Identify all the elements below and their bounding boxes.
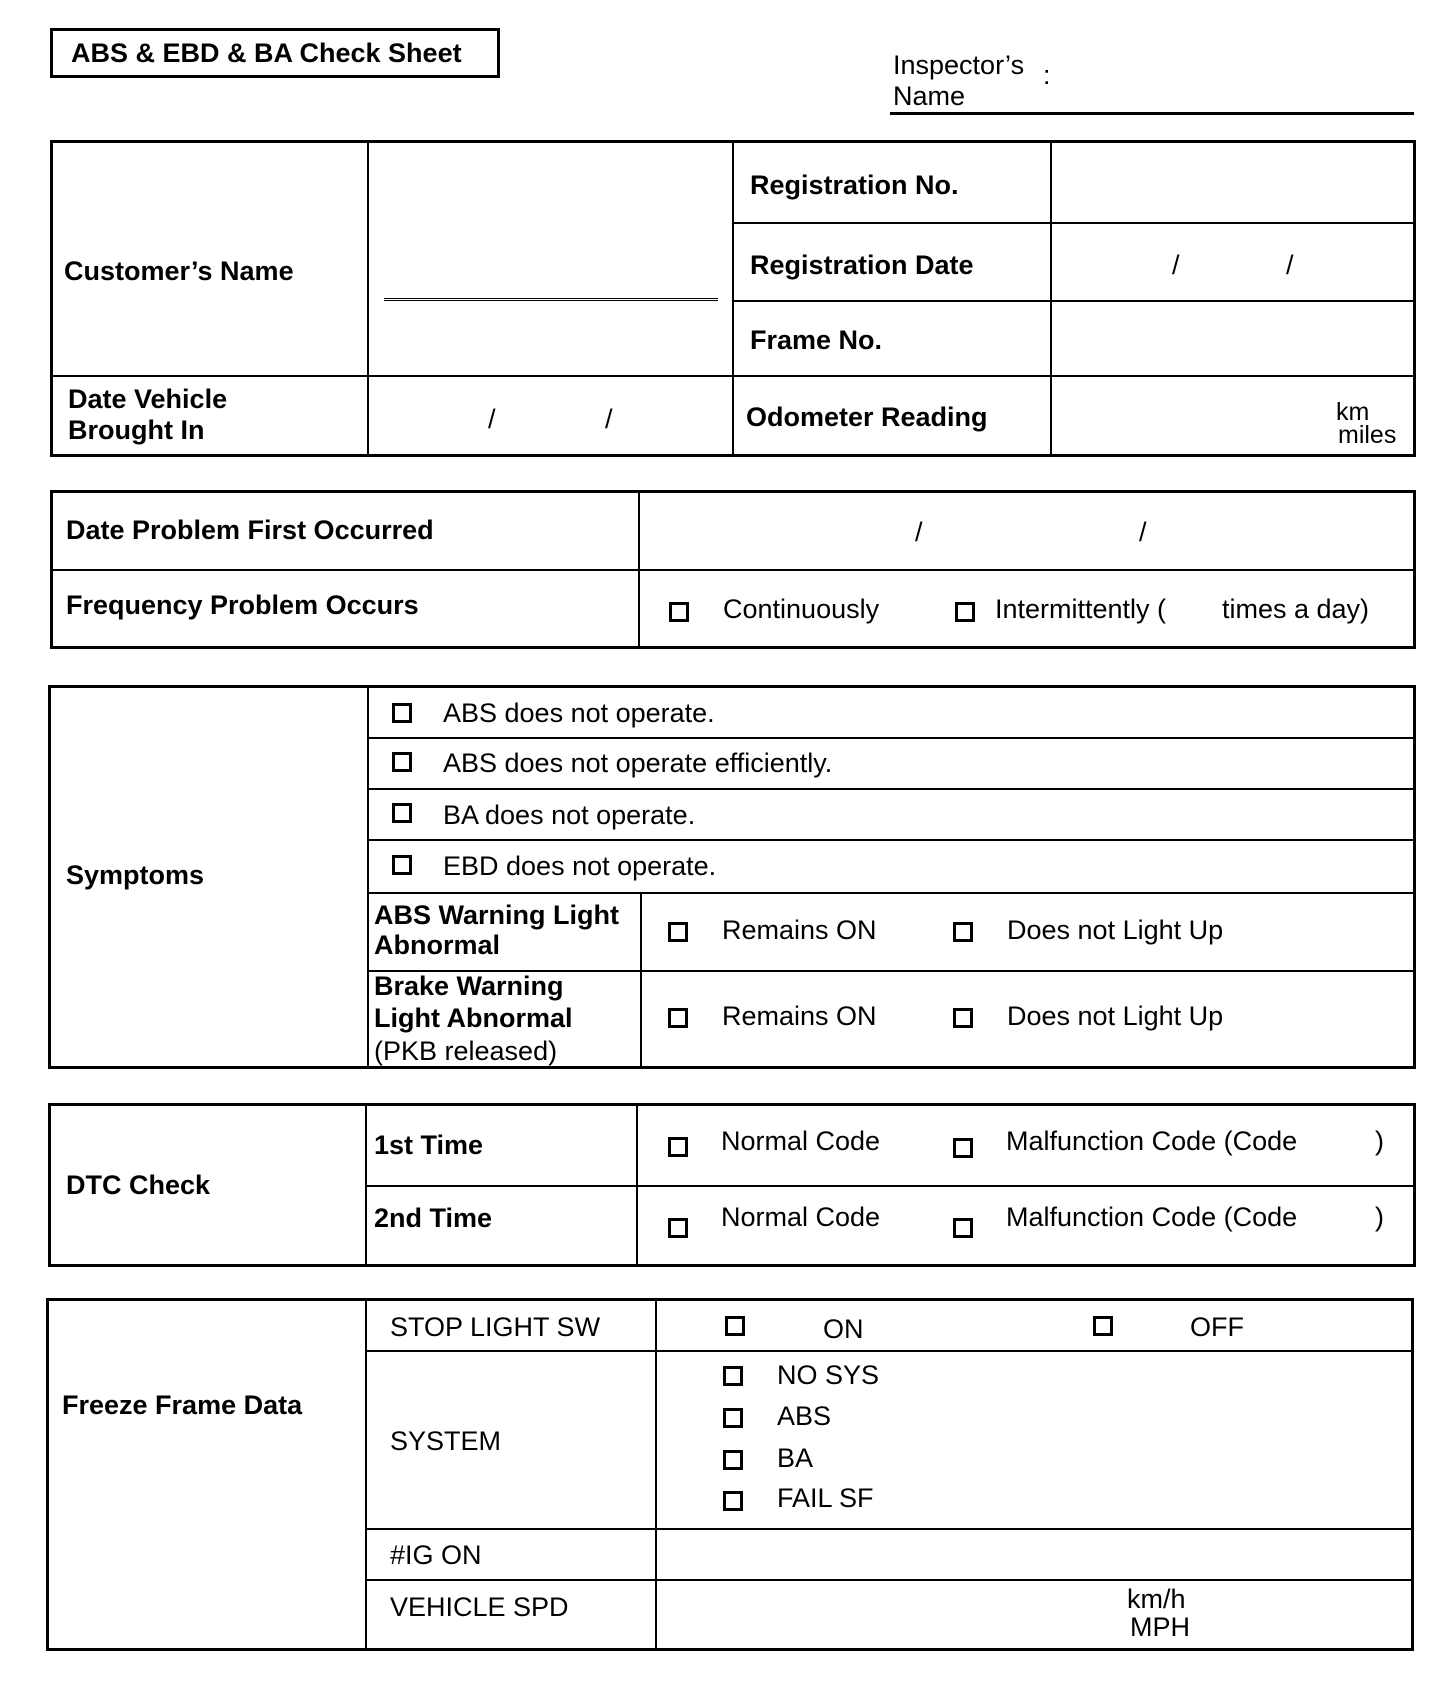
first-normal-code-checkbox[interactable]	[668, 1137, 688, 1157]
stop-light-off-checkbox[interactable]	[1093, 1316, 1113, 1336]
brake-warning-light-label: Brake Warning Light Abnormal	[374, 971, 573, 1033]
second-normal-code-label: Normal Code	[721, 1202, 881, 1232]
vehicle-spd-mph-unit: MPH	[1130, 1612, 1190, 1642]
symptom-checkbox[interactable]	[392, 752, 412, 772]
dtc-second-time-label: 2nd Time	[374, 1203, 493, 1233]
stop-light-on-label: ON	[823, 1314, 864, 1344]
customer-name-label: Customer’s Name	[64, 256, 294, 286]
times-a-day-label: times a day)	[1222, 594, 1370, 624]
system-option: ABS	[777, 1401, 832, 1431]
date-separator: /	[915, 517, 923, 547]
system-option-checkbox[interactable]	[723, 1408, 743, 1428]
symptom-item: EBD does not operate.	[443, 851, 717, 881]
system-option-checkbox[interactable]	[723, 1450, 743, 1470]
second-normal-code-checkbox[interactable]	[668, 1218, 688, 1238]
date-separator: /	[605, 404, 613, 434]
stop-light-off-label: OFF	[1190, 1312, 1244, 1342]
brake-does-not-light-checkbox[interactable]	[953, 1008, 973, 1028]
vehicle-spd-kmh-unit: km/h	[1127, 1584, 1186, 1614]
system-option-checkbox[interactable]	[723, 1491, 743, 1511]
dtc-check-label: DTC Check	[66, 1170, 211, 1200]
continuously-checkbox[interactable]	[669, 602, 689, 622]
date-separator: /	[1172, 250, 1180, 280]
date-first-occurred-label: Date Problem First Occurred	[66, 515, 434, 545]
freeze-frame-label: Freeze Frame Data	[62, 1390, 303, 1420]
brake-remains-on-checkbox[interactable]	[668, 1008, 688, 1028]
symptom-checkbox[interactable]	[392, 803, 412, 823]
abs-does-not-light-checkbox[interactable]	[953, 922, 973, 942]
intermittently-checkbox[interactable]	[955, 602, 975, 622]
symptom-item: ABS does not operate.	[443, 698, 715, 728]
registration-date-label: Registration Date	[750, 250, 974, 280]
brake-does-not-light-label: Does not Light Up	[1007, 1001, 1224, 1031]
first-malfunction-code-label: Malfunction Code (Code	[1006, 1126, 1298, 1156]
inspector-name-label: Inspector’s Name	[893, 50, 1025, 111]
first-malfunction-code-checkbox[interactable]	[953, 1138, 973, 1158]
system-label: SYSTEM	[390, 1426, 502, 1456]
symptom-item: BA does not operate.	[443, 800, 696, 830]
system-option: BA	[777, 1443, 814, 1473]
date-brought-in-label: Date Vehicle Brought In	[68, 384, 228, 445]
dtc-first-time-label: 1st Time	[374, 1130, 484, 1160]
symptoms-label: Symptoms	[66, 860, 205, 890]
brake-remains-on-label: Remains ON	[722, 1001, 877, 1031]
symptom-checkbox[interactable]	[392, 703, 412, 723]
first-normal-code-label: Normal Code	[721, 1126, 881, 1156]
symptom-item: ABS does not operate efficiently.	[443, 748, 833, 778]
first-code-close-paren: )	[1375, 1126, 1384, 1156]
check-sheet-title: ABS & EBD & BA Check Sheet	[50, 28, 500, 78]
frequency-label: Frequency Problem Occurs	[66, 590, 419, 620]
system-option: NO SYS	[777, 1360, 880, 1390]
vehicle-spd-label: VEHICLE SPD	[390, 1592, 569, 1622]
odometer-km-unit: km	[1336, 398, 1370, 426]
frame-no-label: Frame No.	[750, 325, 883, 355]
second-malfunction-code-label: Malfunction Code (Code	[1006, 1202, 1298, 1232]
intermittently-label: Intermittently (	[995, 594, 1167, 624]
date-separator: /	[1286, 250, 1294, 280]
second-malfunction-code-checkbox[interactable]	[953, 1218, 973, 1238]
odometer-miles-unit: miles	[1338, 421, 1397, 449]
abs-does-not-light-label: Does not Light Up	[1007, 915, 1224, 945]
pkb-released-note: (PKB released)	[374, 1036, 558, 1066]
system-option: FAIL SF	[777, 1483, 874, 1513]
abs-remains-on-checkbox[interactable]	[668, 922, 688, 942]
symptom-checkbox[interactable]	[392, 855, 412, 875]
second-code-close-paren: )	[1375, 1202, 1384, 1232]
stop-light-sw-label: STOP LIGHT SW	[390, 1312, 601, 1342]
abs-remains-on-label: Remains ON	[722, 915, 877, 945]
registration-no-label: Registration No.	[750, 170, 959, 200]
ig-on-label: #IG ON	[390, 1540, 482, 1570]
inspector-name-field[interactable]	[890, 112, 1414, 115]
odometer-label: Odometer Reading	[746, 402, 988, 432]
customer-name-field[interactable]	[384, 298, 718, 304]
date-separator: /	[488, 404, 496, 434]
system-option-checkbox[interactable]	[723, 1366, 743, 1386]
abs-warning-light-label: ABS Warning Light Abnormal	[374, 900, 619, 960]
date-separator: /	[1139, 517, 1147, 547]
stop-light-on-checkbox[interactable]	[725, 1316, 745, 1336]
inspector-colon: :	[1043, 60, 1051, 90]
continuously-label: Continuously	[723, 594, 880, 624]
